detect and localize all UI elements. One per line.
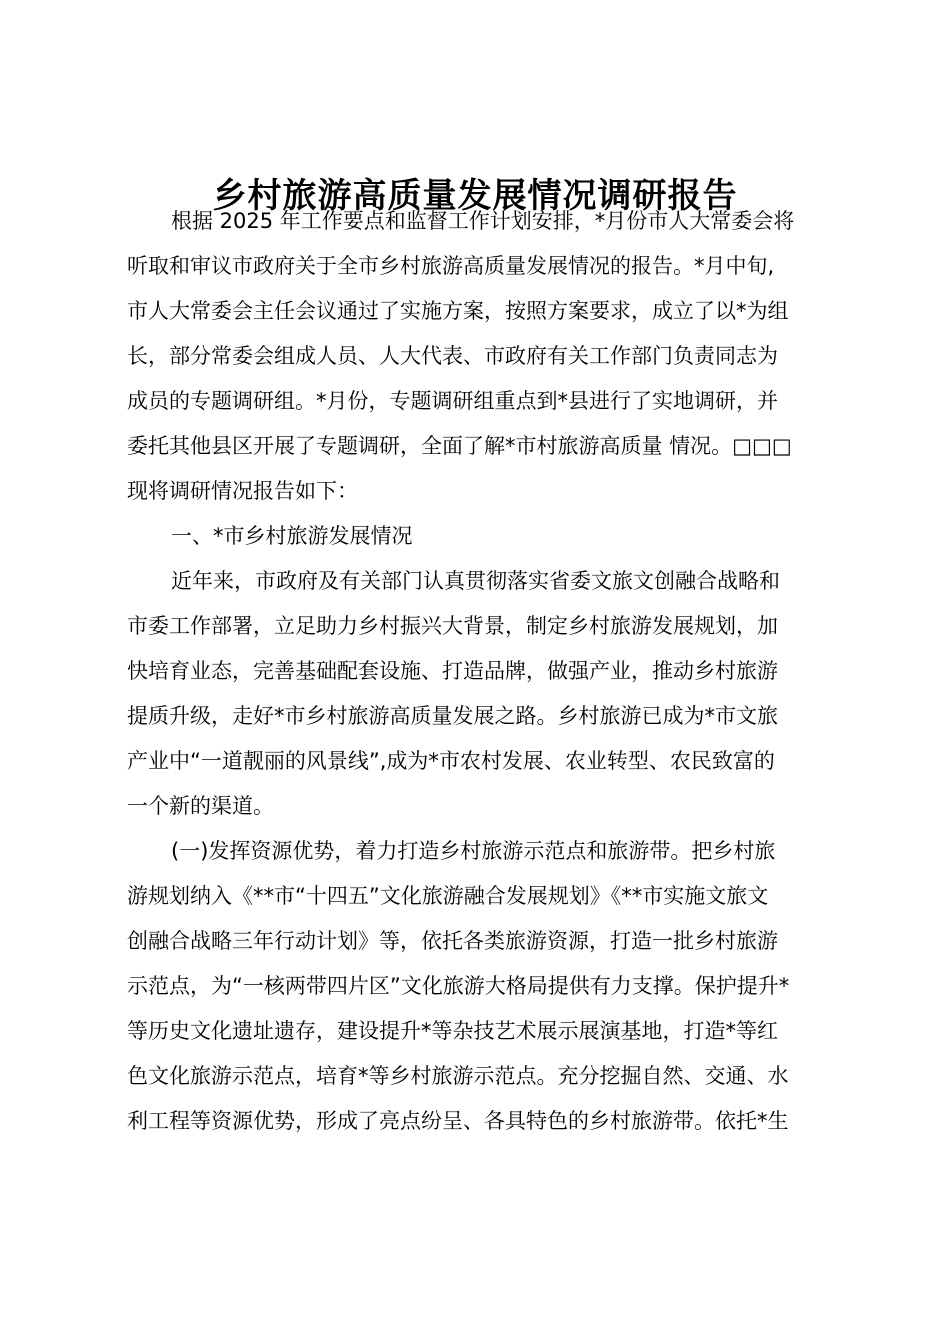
- text-line: 近年来，市政府及有关部门认真贯彻落实省委文旅文创融合战略和: [171, 569, 780, 593]
- text-line: 成员的专题调研组。*月份，专题调研组重点到*县进行了实地调研，并: [127, 389, 778, 413]
- text-line: 听取和审议市政府关于全市乡村旅游高质量发展情况的报告。*月中旬,: [127, 254, 775, 278]
- text-line: 现将调研情况报告如下：: [127, 479, 358, 503]
- text-line: 委托其他县区开展了专题调研，全面了解*市村旅游高质量 情况。□□□: [127, 434, 792, 458]
- text-line: 市委工作部署，立足助力乡村振兴大背景，制定乡村旅游发展规划，加: [127, 614, 778, 638]
- text-line: 色文化旅游示范点，培育*等乡村旅游示范点。充分挖掘自然、交通、水: [127, 1064, 789, 1088]
- text-line: 创融合战略三年行动计划》等，依托各类旅游资源，打造一批乡村旅游: [127, 929, 778, 953]
- text-line: 利工程等资源优势，形成了亮点纷呈、各具特色的乡村旅游带。依托*生: [127, 1109, 789, 1133]
- text-line: 根据 2025 年工作要点和监督工作计划安排，*月份市人大常委会将: [171, 209, 795, 233]
- text-line: 快培育业态，完善基础配套设施、打造品牌，做强产业，推动乡村旅游: [127, 659, 778, 683]
- text-line: 示范点，为“一核两带四片区”文化旅游大格局提供有力支撑。保护提升*: [127, 974, 790, 998]
- text-line: 等历史文化遗址遗存，建设提升*等杂技艺术展示展演基地，打造*等红: [127, 1019, 778, 1043]
- text-line: (一)发挥资源优势，着力打造乡村旅游示范点和旅游带。把乡村旅: [171, 839, 776, 863]
- text-line: 市人大常委会主任会议通过了实施方案，按照方案要求，成立了以*为组: [127, 299, 789, 323]
- section-heading: 一、*市乡村旅游发展情况: [171, 524, 413, 548]
- text-line: 一个新的渠道。: [127, 794, 274, 818]
- document-title: 乡村旅游高质量发展情况调研报告: [212, 176, 738, 216]
- text-line: 产业中“一道靓丽的风景线”,成为*市农村发展、农业转型、农民致富的: [127, 749, 775, 773]
- text-line: 提质升级，走好*市乡村旅游高质量发展之路。乡村旅游已成为*市文旅: [127, 704, 778, 728]
- text-line: 游规划纳入《**市“十四五”文化旅游融合发展规划》《**市实施文旅文: [127, 884, 769, 908]
- text-line: 长，部分常委会组成人员、人大代表、市政府有关工作部门负责同志为: [127, 344, 778, 368]
